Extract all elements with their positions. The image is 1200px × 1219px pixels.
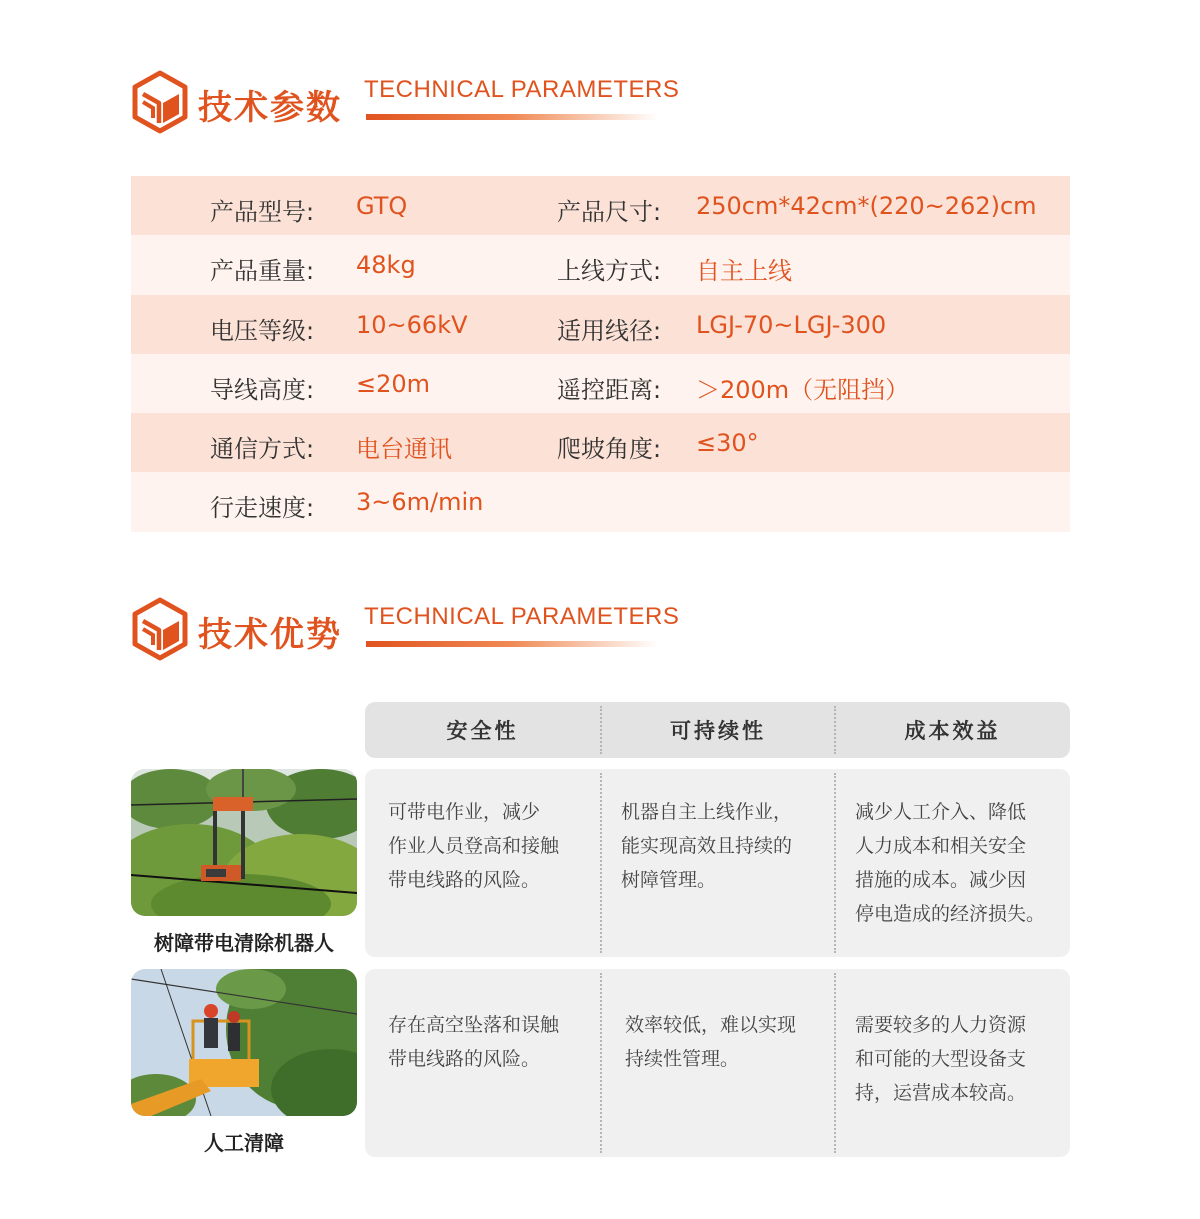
param-label: 产品尺寸: (557, 198, 662, 226)
section-title-cn: 技术参数 (198, 88, 342, 128)
cube-logo-icon (132, 597, 188, 661)
cell-safety (388, 1008, 559, 1076)
divider (834, 973, 836, 1153)
param-value: 48kg (356, 251, 416, 280)
cell-line: 效率较低，难以实现 (625, 1014, 797, 1036)
section-title-en: TECHNICAL PARAMETERS (364, 76, 680, 103)
cell-line: 带电线路的风险。 (388, 1048, 541, 1070)
cell-line: 能实现高效且持续的 (621, 835, 793, 857)
cell-line: 措施的成本。减少因 (855, 869, 1027, 891)
param-row (131, 295, 1070, 354)
header-sustainability: 可持续性 (670, 719, 766, 743)
cell-line: 作业人员登高和接触 (388, 835, 560, 857)
param-row (131, 176, 1070, 235)
divider (600, 773, 602, 953)
cell-line: 持续性管理。 (625, 1048, 740, 1070)
cell-sustainability (621, 795, 792, 897)
parameters-table (131, 176, 1070, 532)
comparison-card-manual (365, 969, 1070, 1157)
param-value: ≤30° (696, 429, 759, 458)
param-value: 10~66kV (356, 310, 468, 339)
cell-safety (388, 795, 559, 897)
cell-cost-benefit (855, 795, 1045, 931)
cube-logo-icon (132, 70, 188, 134)
manual-caption: 人工清障 (204, 1131, 284, 1155)
cell-line: 带电线路的风险。 (388, 869, 541, 891)
section-title-en: TECHNICAL PARAMETERS (364, 603, 680, 630)
title-underline (366, 641, 658, 647)
param-label: 电压等级: (210, 316, 315, 345)
divider (600, 973, 602, 1153)
param-label: 爬坡角度: (557, 435, 662, 464)
param-value: 电台通讯 (356, 435, 452, 464)
param-label: 遥控距离: (557, 375, 662, 404)
title-underline (366, 114, 658, 120)
param-value: 自主上线 (696, 257, 792, 286)
header-safety: 安全性 (446, 719, 519, 743)
param-row (131, 235, 1070, 294)
cell-line: 可带电作业，减少 (388, 801, 541, 823)
cell-line: 和可能的大型设备支 (855, 1048, 1027, 1070)
param-label: 产品重量: (210, 257, 315, 286)
param-value: 3~6m/min (356, 488, 484, 517)
param-row (131, 354, 1070, 413)
param-label: 行走速度: (210, 494, 315, 523)
cell-line: 人力成本和相关安全 (855, 835, 1027, 857)
robot-photo (131, 769, 357, 916)
param-row (131, 472, 1070, 531)
cell-line: 持，运营成本较高。 (855, 1082, 1027, 1104)
param-label: 产品型号: (210, 198, 315, 226)
cell-line: 停电造成的经济损失。 (855, 903, 1046, 925)
param-value: GTQ (356, 192, 408, 220)
param-label: 导线高度: (210, 375, 315, 404)
cell-line: 需要较多的人力资源 (855, 1014, 1027, 1036)
cell-line: 存在高空坠落和误触 (388, 1014, 560, 1036)
param-label: 适用线径: (557, 316, 662, 345)
header-cost-benefit: 成本效益 (904, 719, 1001, 743)
comparison-header (365, 702, 1070, 758)
param-row (131, 413, 1070, 472)
cell-cost-benefit (855, 1008, 1026, 1110)
manual-photo (131, 969, 357, 1116)
param-label: 通信方式: (210, 435, 315, 464)
param-value: 250cm*42cm*(220~262)cm (696, 192, 1037, 220)
robot-caption: 树障带电清除机器人 (154, 931, 334, 955)
cell-line: 机器自主上线作业， (621, 801, 793, 823)
param-label: 上线方式: (557, 257, 662, 286)
comparison-card-robot (365, 769, 1070, 957)
divider (834, 773, 836, 953)
param-value: ≤20m (356, 369, 431, 398)
cell-line: 树障管理。 (621, 869, 717, 891)
cell-line: 减少人工介入、降低 (855, 801, 1027, 823)
cell-sustainability (625, 1008, 796, 1076)
param-value: ＞200m（无阻挡） (696, 375, 910, 404)
section-title-cn: 技术优势 (198, 615, 342, 655)
param-value: LGJ-70~LGJ-300 (696, 310, 887, 339)
